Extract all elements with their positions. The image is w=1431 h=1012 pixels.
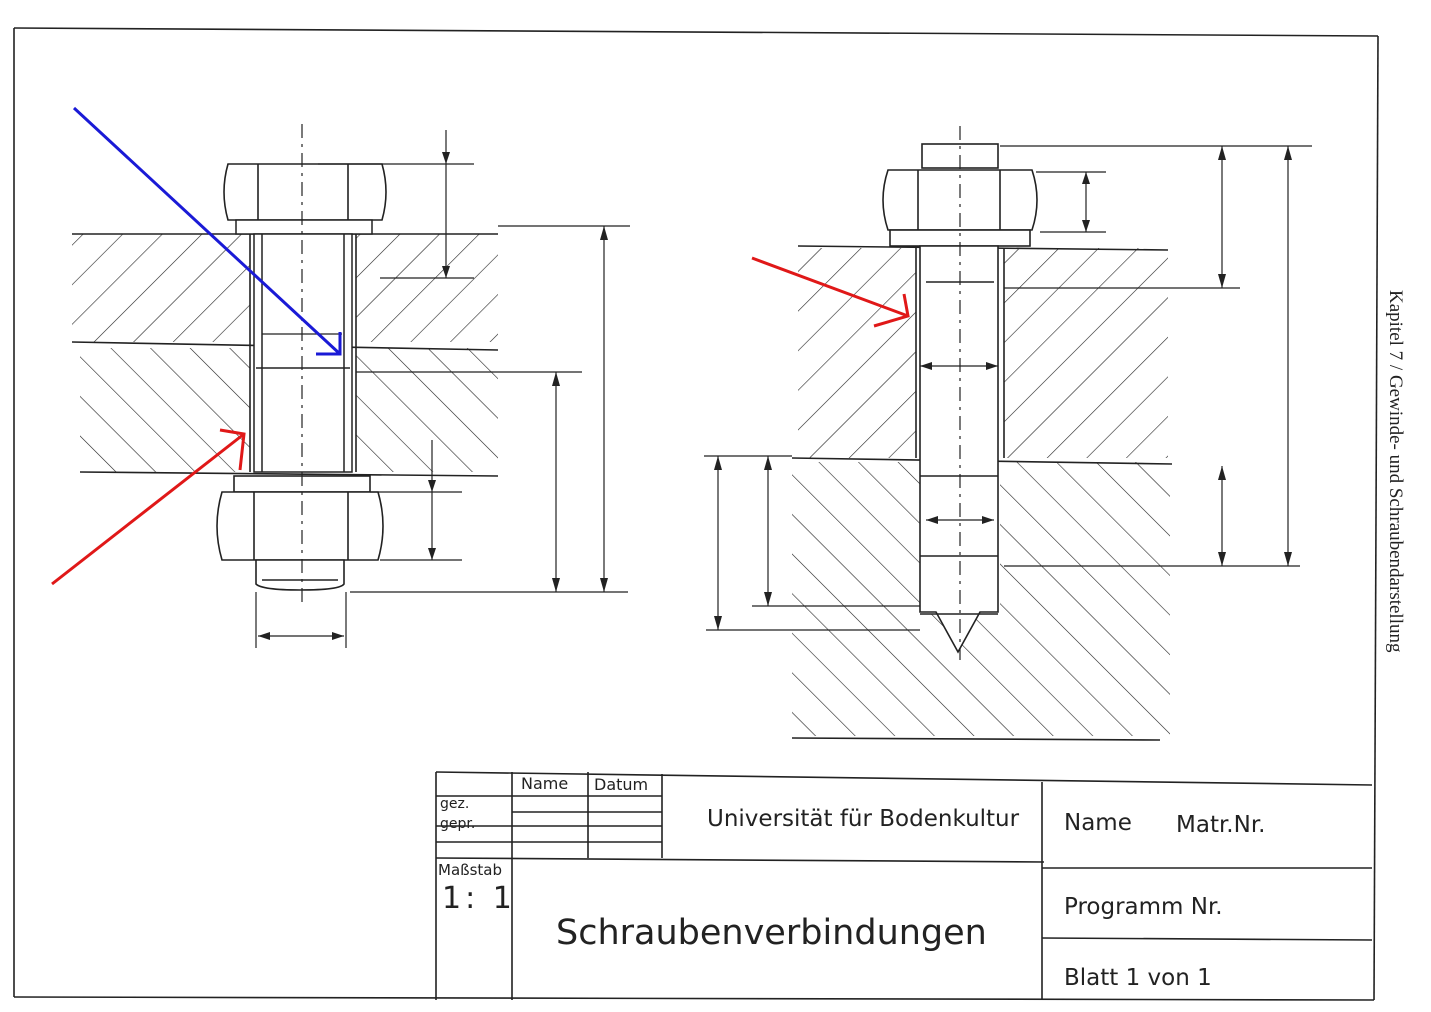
matr-nr-label: Matr.Nr. xyxy=(1176,812,1266,838)
sheet-number-label: Blatt 1 von 1 xyxy=(1064,965,1212,991)
row-gez-label: gez. xyxy=(440,796,470,812)
stud-connection-right xyxy=(704,126,1312,740)
lower-plate-right-part xyxy=(356,348,498,472)
row-gepr-label: gepr. xyxy=(440,816,476,832)
institution-name: Universität für Bodenkultur xyxy=(707,806,1020,832)
scale-value: 1: 1 xyxy=(442,881,516,916)
drawing-title: Schraubenverbindungen xyxy=(556,913,987,953)
col-datum-header: Datum xyxy=(594,775,649,794)
name-label: Name xyxy=(1064,810,1132,836)
bolt-connection-left xyxy=(72,124,630,648)
scale-label: Maßstab xyxy=(438,861,502,879)
program-number-label: Programm Nr. xyxy=(1064,894,1223,920)
nut-hex xyxy=(217,476,383,590)
upper-plate-right-part xyxy=(356,234,498,342)
lower-plate-left-part xyxy=(80,348,250,472)
col-name-header: Name xyxy=(521,774,569,793)
chapter-side-caption: Kapitel 7 / Gewinde- und Schraubendarstellung xyxy=(1385,290,1406,653)
upper-plate-left-part xyxy=(72,234,250,342)
bolt-head-hex xyxy=(224,164,386,220)
